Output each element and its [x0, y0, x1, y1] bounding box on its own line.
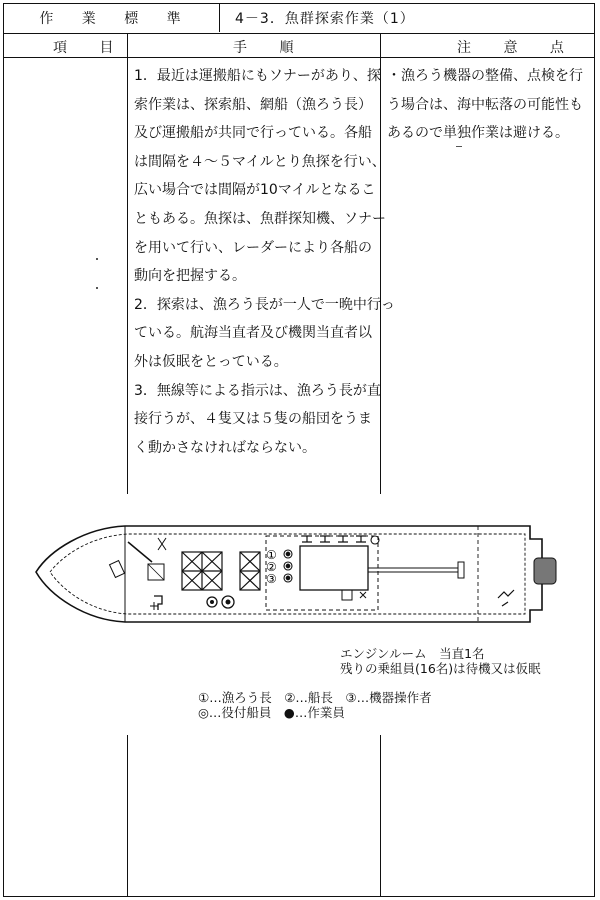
column-item-header: 項 目 [53, 40, 128, 56]
legend-symbols: ◎…役付船員 ●…作業員 [198, 705, 345, 720]
bridge-area [266, 536, 378, 610]
column-procedure-header: 手 順 [233, 40, 308, 56]
ship-layout-diagram [30, 510, 575, 630]
divider-procedure-notes-upper [380, 34, 381, 494]
column-header-row [3, 34, 595, 58]
scan-mark [96, 287, 98, 289]
position-mark-2: ② [266, 560, 277, 574]
note-line: あるので単独作業は避ける。 [387, 125, 569, 142]
cargo-hatches [182, 552, 260, 590]
position-mark-1: ① [266, 548, 277, 562]
divider-procedure-notes-lower [380, 735, 381, 897]
position-mark-3: ③ [266, 572, 277, 586]
procedure-line: 外は仮眠をとっている。 [134, 354, 288, 370]
procedure-line: 索作業は、探索船、網船（漁ろう長） [134, 96, 372, 113]
note-line: う場合は、海中転落の可能性も [387, 96, 583, 113]
procedure-line: 及び運搬船が共同で行っている。各船 [134, 125, 372, 142]
header-row [3, 3, 595, 34]
engine-room-label: エンジンルーム 当直1名 [340, 646, 485, 661]
procedure-line: は間隔を４～５マイルとり魚探を行い、 [134, 153, 386, 170]
procedure-line: 1．最近は運搬船にもソナーがあり、探 [134, 68, 381, 84]
procedure-line: ともある。魚探は、魚群探知機、ソナー [134, 211, 386, 227]
wheelhouse [300, 546, 368, 590]
bollards [302, 536, 366, 542]
procedure-line: 動向を把握する。 [134, 268, 246, 285]
scan-mark [96, 258, 98, 260]
remaining-crew-label: 残りの乗組員(16名)は待機又は仮眠 [340, 661, 541, 676]
procedure-line: 2．探索は、漁ろう長が一人で一晩中行っ [134, 296, 395, 313]
procedure-line: 広い場合では間隔が10マイルとなるこ [134, 182, 376, 199]
legend-roles: ①…漁ろう長 ②…船長 ③…機器操作者 [198, 690, 432, 705]
note-line: ・漁ろう機器の整備、点検を行 [387, 68, 583, 84]
procedure-line: く動かさなければならない。 [134, 439, 316, 456]
crew-symbols [284, 550, 292, 582]
procedure-line: ている。航海当直者及び機関当直者以 [134, 325, 372, 342]
procedure-line: 3．無線等による指示は、漁ろう長が直 [134, 382, 381, 399]
divider-item-procedure-lower [127, 735, 128, 897]
procedure-line: 接行うが、４隻又は５隻の船団をうま [134, 411, 372, 428]
column-notes-header: 注 意 点 [457, 40, 578, 56]
rudder [534, 558, 556, 584]
section-title: 4－3．魚群探索作業（1） [235, 10, 415, 27]
scan-mark [456, 146, 462, 147]
procedure-line: を用いて行い、レーダーにより各船の [134, 239, 372, 256]
work-standard-title: 作 業 標 準 [3, 3, 220, 32]
divider-item-procedure-upper [127, 34, 128, 494]
